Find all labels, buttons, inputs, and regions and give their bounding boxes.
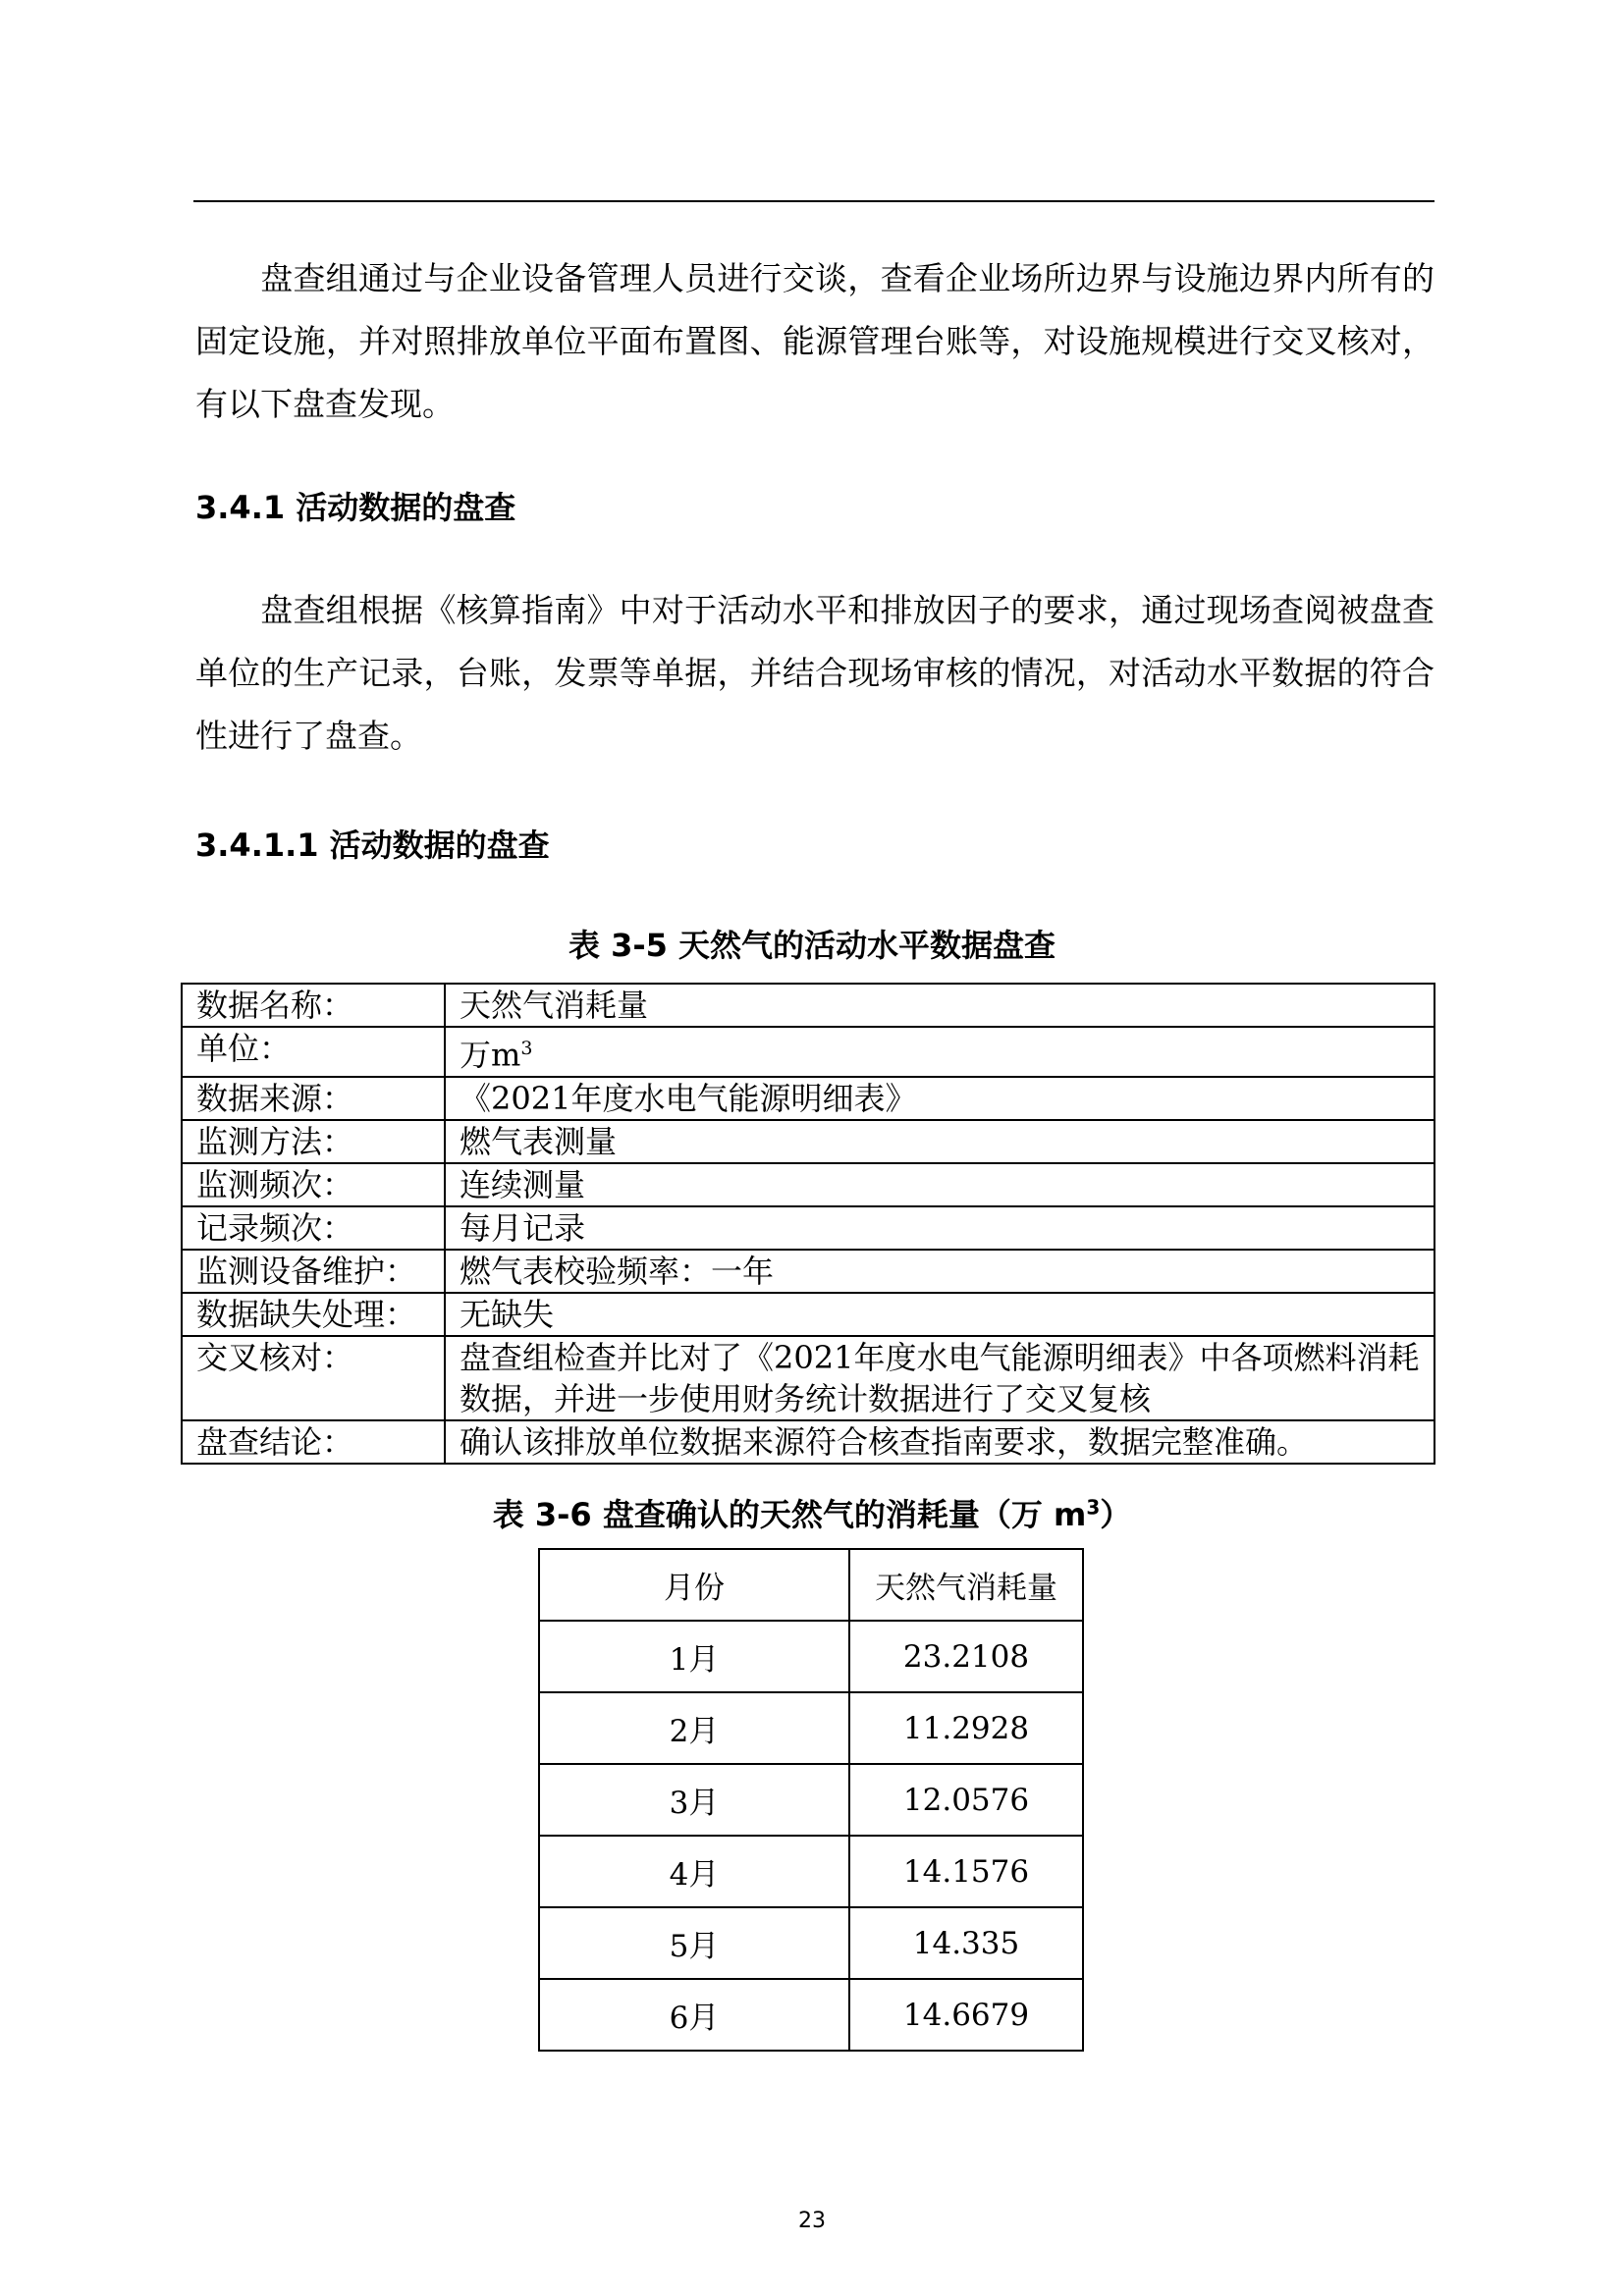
- table-row: [182, 1077, 1435, 1120]
- section-paragraph: 盘查组根据《核算指南》中对于活动水平和排放因子的要求，通过现场查阅被盘查单位的生产记录，台账，发票等单据，并结合现场审核的情况，对活动水平数据的符合性进行了盘查。: [195, 591, 1435, 755]
- row-value: 每月记录: [445, 1206, 1435, 1250]
- row-key: 数据来源：: [182, 1077, 445, 1120]
- section-heading-3-4-1: 3.4.1 活动数据的盘查: [195, 489, 516, 526]
- month-cell: 3月: [539, 1764, 849, 1836]
- month-cell: 5月: [539, 1907, 849, 1979]
- row-value: 盘查组检查并比对了《2021年度水电气能源明细表》中各项燃料消耗数据，并进一步使用财务统计数据进行了交叉复核: [445, 1336, 1435, 1420]
- activity-data-table: [181, 983, 1435, 1465]
- row-value: 燃气表校验频率：一年: [445, 1250, 1435, 1293]
- month-cell: 6月: [539, 1979, 849, 2051]
- table-row: [182, 1336, 1435, 1420]
- table-row: [182, 1420, 1435, 1464]
- caption-end: ）: [1100, 1496, 1132, 1533]
- table-row: [539, 1764, 1083, 1836]
- table-row: [182, 1027, 1435, 1077]
- table-row: [539, 1836, 1083, 1907]
- page-number: 23: [798, 2209, 826, 2233]
- table-header-row: [539, 1549, 1083, 1621]
- column-header-month: 月份: [539, 1549, 849, 1621]
- row-key: 记录频次：: [182, 1206, 445, 1250]
- row-value: 无缺失: [445, 1293, 1435, 1336]
- row-value: [445, 1027, 1435, 1077]
- table-row: [182, 1120, 1435, 1163]
- caption-text: 表 3-6 盘查确认的天然气的消耗量（万 m: [492, 1496, 1087, 1533]
- row-value: 《2021年度水电气能源明细表》: [445, 1077, 1435, 1120]
- table-3-5-caption: 表 3-5 天然气的活动水平数据盘查: [568, 927, 1056, 964]
- table-row: [182, 1293, 1435, 1336]
- row-key: 数据缺失处理：: [182, 1293, 445, 1336]
- consumption-cell: 14.6679: [849, 1979, 1083, 2051]
- unit-text: 万m: [460, 1036, 521, 1074]
- section-heading-3-4-1-1: 3.4.1.1 活动数据的盘查: [195, 827, 550, 864]
- table-row: [182, 1250, 1435, 1293]
- month-cell: 1月: [539, 1621, 849, 1692]
- row-key: 交叉核对：: [182, 1336, 445, 1420]
- table-row: [182, 984, 1435, 1027]
- header-rule: [193, 200, 1435, 202]
- intro-paragraph: 盘查组通过与企业设备管理人员进行交谈，查看企业场所边界与设施边界内所有的固定设施，并对照排放单位平面布置图、能源管理台账等，对设施规模进行交叉核对，有以下盘查发现。: [195, 259, 1435, 423]
- row-value: 燃气表测量: [445, 1120, 1435, 1163]
- consumption-cell: 11.2928: [849, 1692, 1083, 1764]
- table-row: [539, 1692, 1083, 1764]
- row-value: 确认该排放单位数据来源符合核查指南要求，数据完整准确。: [445, 1420, 1435, 1464]
- row-value: 天然气消耗量: [445, 984, 1435, 1027]
- consumption-cell: 23.2108: [849, 1621, 1083, 1692]
- table-row: [539, 1979, 1083, 2051]
- table-row: [182, 1163, 1435, 1206]
- consumption-cell: 14.1576: [849, 1836, 1083, 1907]
- consumption-cell: 14.335: [849, 1907, 1083, 1979]
- month-cell: 2月: [539, 1692, 849, 1764]
- row-key: 监测方法：: [182, 1120, 445, 1163]
- month-cell: 4月: [539, 1836, 849, 1907]
- caption-superscript: 3: [1086, 1495, 1101, 1520]
- row-key: 单位：: [182, 1027, 445, 1077]
- column-header-consumption: 天然气消耗量: [849, 1549, 1083, 1621]
- table-3-6-caption: [0, 1490, 1624, 1535]
- row-key: 数据名称：: [182, 984, 445, 1027]
- row-value: 连续测量: [445, 1163, 1435, 1206]
- consumption-table: [538, 1548, 1084, 2052]
- table-row: [539, 1621, 1083, 1692]
- unit-superscript: 3: [520, 1038, 533, 1059]
- row-key: 监测设备维护：: [182, 1250, 445, 1293]
- row-key: 盘查结论：: [182, 1420, 445, 1464]
- consumption-cell: 12.0576: [849, 1764, 1083, 1836]
- table-row: [182, 1206, 1435, 1250]
- table-row: [539, 1907, 1083, 1979]
- row-key: 监测频次：: [182, 1163, 445, 1206]
